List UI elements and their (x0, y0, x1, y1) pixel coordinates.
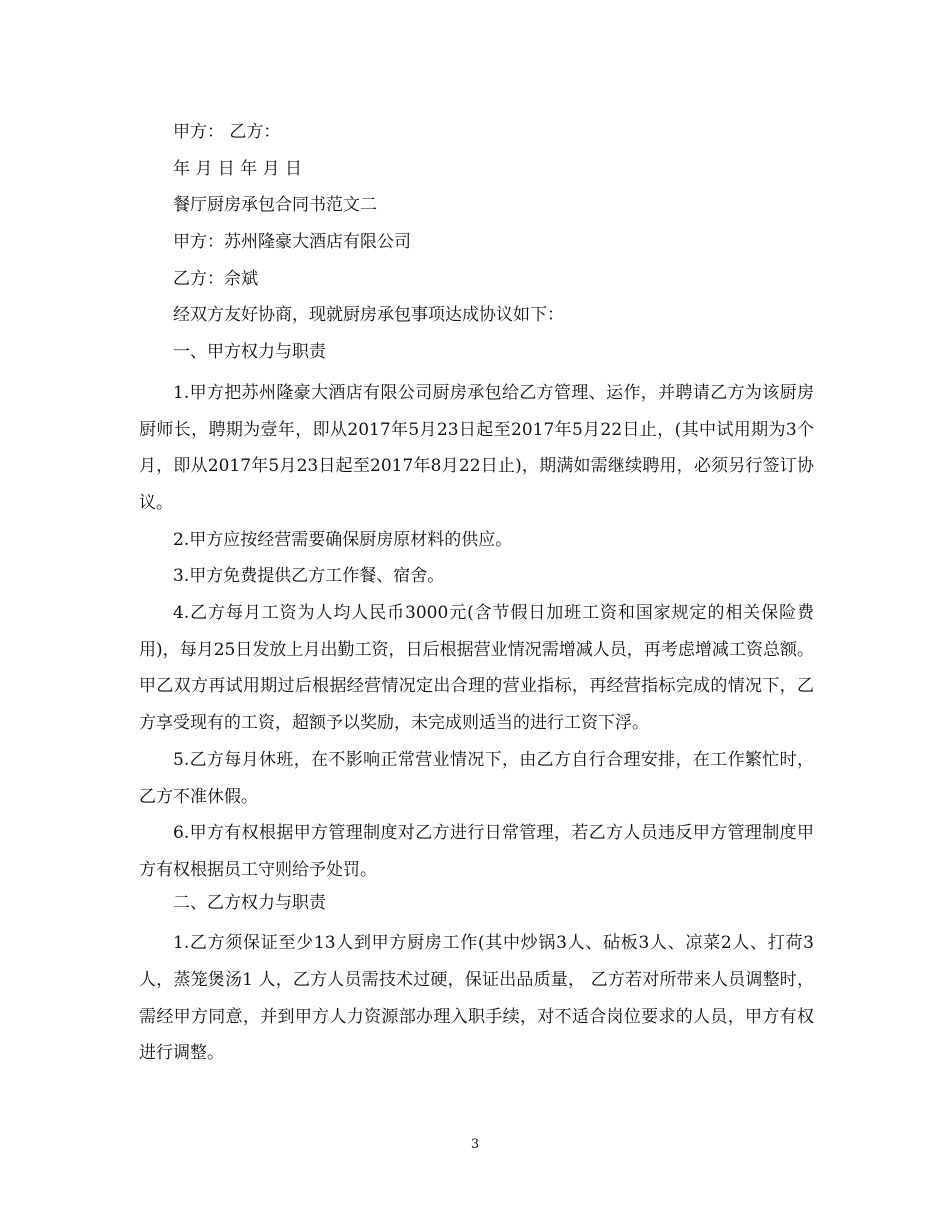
document-body (139, 118, 814, 1072)
section-1-heading: 一、甲方权力与职责 (173, 342, 326, 363)
section-1-item-3: 3.甲方免费提供乙方工作餐、宿舍。 (173, 566, 445, 587)
section-2-item-1: 1.乙方须保证至少13人到甲方厨房工作(其中炒锅3人、砧板3人、凉菜2人、打荷3人，蒸笼煲汤1 人，乙方人员需技术过硬，保证出品质量， 乙方若对所带来人员调整时，需经甲方同意，并到甲方人力资源部办理入职手续，对不适合岗位要求的人员，甲方有权进行调整。 (139, 933, 814, 1064)
section-1-item-6: 6.甲方有权根据甲方管理制度对乙方进行日常管理，若乙方人员违反甲方管理制度甲方有权根据员工守则给予处罚。 (139, 823, 814, 880)
section-1-item-2: 2.甲方应按经营需要确保厨房原材料的供应。 (173, 529, 513, 550)
agreement-intro: 经双方友好协商，现就厨房承包事项达成协议如下： (173, 305, 564, 326)
section-1-item-5: 5.乙方每月休班，在不影响正常营业情况下，由乙方自行合理安排，在工作繁忙时，乙方不准休假。 (139, 749, 814, 807)
signature-parties-line: 甲方： 乙方： (173, 122, 281, 142)
page-number: 3 (470, 1137, 480, 1152)
section-1-item-4: 4.乙方每月工资为人均人民币3000元(含节假日加班工资和国家规定的相关保险费用)，每月25日发放上月出勤工资，日后根据营业情况需增减人员，再考虑增减工资总额。甲乙双方再试用期过后根据经营情况定出合理的营业指标，再经营指标完成的情况下，乙方享受现有的工资，超额予以奖励，未完成则适当的进行工资下浮。 (139, 603, 814, 734)
party-b-line: 乙方：佘斌 (173, 268, 258, 289)
document-title: 餐厅厨房承包合同书范文二 (173, 195, 377, 216)
section-1-item-1: 1.甲方把苏州隆豪大酒店有限公司厨房承包给乙方管理、运作，并聘请乙方为该厨房厨师长，聘期为壹年，即从2017年5月23日起至2017年5月22日止，(其中试用期为3个月，即从2017年5月23日起至2017年8月22日止)，期满如需继续聘用，必须另行签订协议。 (139, 382, 814, 513)
section-2-heading: 二、乙方权力与职责 (173, 892, 326, 913)
signature-date-line: 年 月 日 年 月 日 (173, 158, 303, 179)
party-a-line: 甲方：苏州隆豪大酒店有限公司 (173, 232, 411, 253)
